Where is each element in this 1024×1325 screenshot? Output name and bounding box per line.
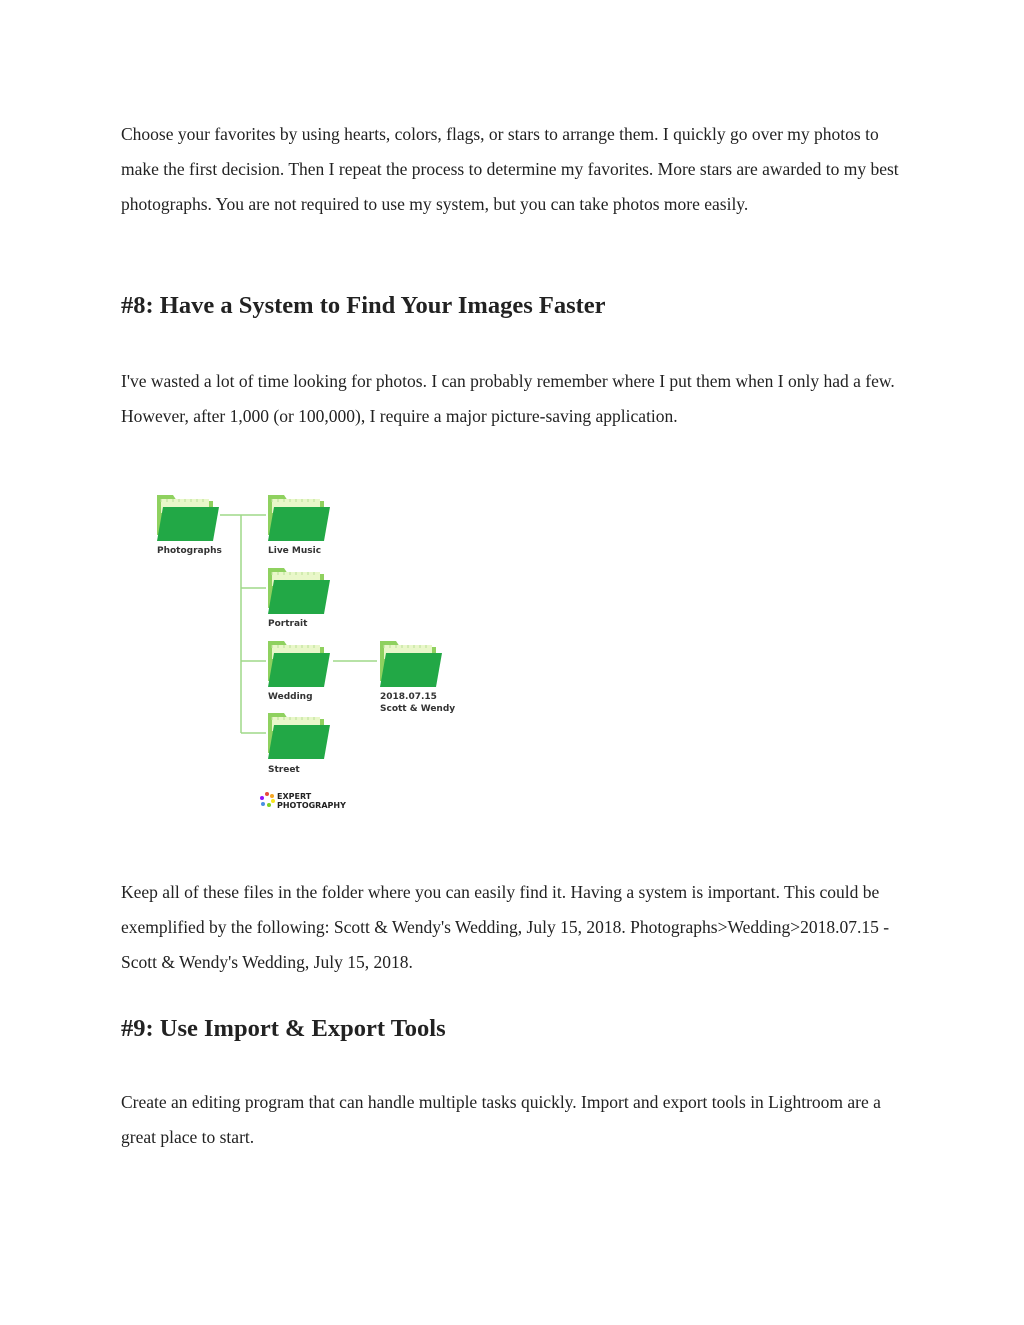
folder-label-wedding: Wedding [268,692,313,702]
folder-icon-event [380,641,442,687]
brand-name-line1: EXPERT [277,792,312,801]
section-heading-8: #8: Have a System to Find Your Images Faster [121,292,606,319]
section-9-paragraph: Create an editing program that can handle multiple tasks quickly. Import and export tools in Lightroom are a great place to start. [121,1092,881,1147]
brand-name-line2: PHOTOGRAPHY [277,801,346,810]
expert-photography-logo-icon [260,792,275,807]
section-heading-9: #9: Use Import & Export Tools [121,1015,446,1042]
folder-icon-portrait [268,568,330,614]
section-8-followup-paragraph: Keep all of these files in the folder where you can easily find it. Having a system is important. This could be exemplified by the following: Scott & Wendy's Wedding, July 15, 2018. Photographs>Wedding>2018.07.15 - Scott & Wendy's Wedding, July 15, 2018. [121,882,890,972]
folder-label-street: Street [268,765,300,775]
section-8-paragraph: I've wasted a lot of time looking for photos. I can probably remember where I put them when I only had a few. However, after 1,000 (or 100,000), I require a major picture-saving application. [121,371,895,426]
intro-paragraph: Choose your favorites by using hearts, colors, flags, or stars to arrange them. I quickly go over my photos to make the first decision. Then I repeat the process to determine my favorites. More stars are awarded to my best photographs. You are not required to use my system, but you can take photos more easily. [121,124,899,214]
folder-label-event-date: 2018.07.15 [380,692,437,702]
folder-label-live-music: Live Music [268,546,322,556]
folder-label-portrait: Portrait [268,619,308,629]
folder-structure-diagram [150,485,470,815]
folder-label-photographs: Photographs [157,546,222,556]
folder-icon-street [268,713,330,759]
folder-icon-live-music [268,495,330,541]
folder-icon-wedding [268,641,330,687]
folder-label-event-name: Scott & Wendy [380,704,456,714]
folder-icon-photographs [157,495,219,541]
